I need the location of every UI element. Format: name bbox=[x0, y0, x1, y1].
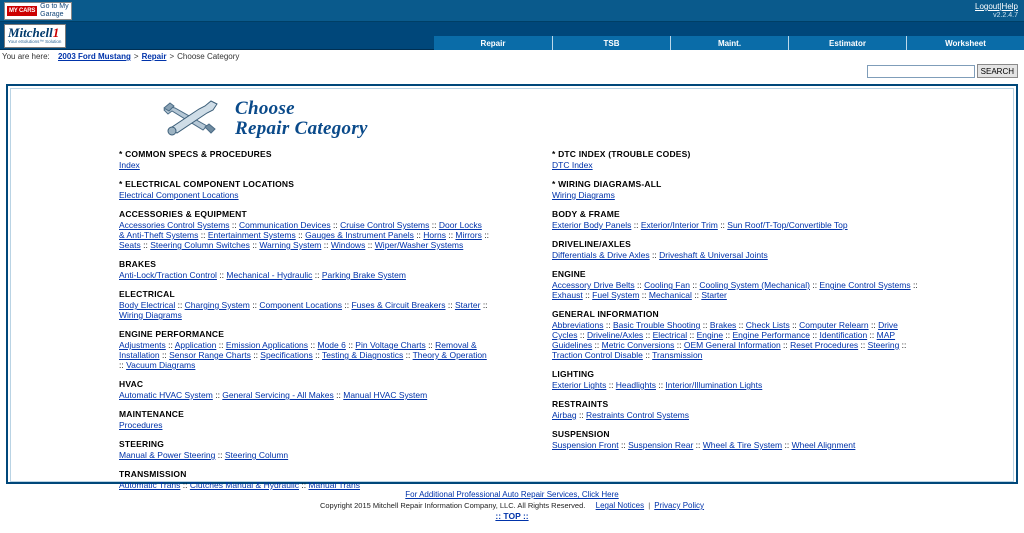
mitchell1-logo[interactable] bbox=[4, 24, 66, 48]
category-link[interactable]: Starter bbox=[454, 300, 481, 310]
category-link[interactable]: Removal & Installation bbox=[119, 340, 477, 360]
category-group bbox=[119, 439, 512, 460]
category-link[interactable]: Sun Roof/T-Top/Convertible Top bbox=[727, 220, 848, 230]
link-separator: :: bbox=[867, 330, 877, 340]
category-group bbox=[552, 429, 1013, 450]
category-group-heading: ENGINE bbox=[552, 269, 586, 279]
category-link[interactable]: Manual Trans bbox=[308, 480, 360, 490]
category-link-list bbox=[552, 410, 922, 420]
link-separator: :: bbox=[642, 350, 653, 360]
mitchell1-logo-name bbox=[8, 27, 61, 39]
category-link[interactable]: Windows bbox=[330, 240, 366, 250]
my-cars-logo: MY CARS bbox=[9, 7, 36, 14]
tab-maint[interactable]: Maint. bbox=[670, 36, 788, 50]
category-link-list bbox=[119, 480, 489, 490]
category-link[interactable]: Driveshaft & Universal Joints bbox=[659, 250, 768, 260]
category-link[interactable]: Testing & Diagnostics bbox=[322, 350, 404, 360]
category-link-list bbox=[552, 220, 922, 230]
category-link[interactable]: Fuses & Circuit Breakers bbox=[351, 300, 446, 310]
category-link[interactable]: Restraints Control Systems bbox=[586, 410, 690, 420]
link-separator: :: bbox=[249, 240, 260, 250]
category-link[interactable]: Traction Control Disable bbox=[552, 350, 643, 360]
category-link[interactable]: Steering Column bbox=[224, 450, 289, 460]
link-separator: :: bbox=[250, 350, 261, 360]
category-group bbox=[119, 379, 512, 400]
tab-worksheet[interactable]: Worksheet bbox=[906, 36, 1024, 50]
category-link[interactable]: Clutches Manual & Hydraulic bbox=[189, 480, 300, 490]
main-panel bbox=[6, 84, 1018, 490]
category-link[interactable]: Fuel System bbox=[592, 290, 640, 300]
category-link[interactable]: Engine Performance bbox=[732, 330, 810, 340]
category-link[interactable]: Cruise Control Systems bbox=[340, 220, 430, 230]
category-link[interactable]: Reset Procedures bbox=[790, 340, 859, 350]
brand-tagline: Your eSolutions™ Solution bbox=[8, 39, 62, 44]
link-separator: :: bbox=[198, 230, 208, 240]
category-link[interactable]: Airbag bbox=[552, 410, 577, 420]
category-group bbox=[119, 289, 512, 320]
legal-notices-link[interactable]: Legal Notices bbox=[595, 501, 645, 510]
category-link[interactable]: Specifications bbox=[260, 350, 313, 360]
category-group-heading: RESTRAINTS bbox=[552, 399, 609, 409]
category-group bbox=[552, 399, 1013, 420]
category-link[interactable]: Mode 6 bbox=[317, 340, 346, 350]
breadcrumb bbox=[0, 50, 1024, 64]
link-separator: :: bbox=[119, 360, 127, 370]
my-garage-label-line1: Go to My bbox=[40, 2, 69, 10]
link-separator: :: bbox=[229, 220, 239, 230]
search-button[interactable]: SEARCH bbox=[977, 64, 1018, 78]
my-garage-label bbox=[40, 3, 68, 19]
category-group bbox=[119, 179, 512, 200]
category-group-heading: GENERAL INFORMATION bbox=[552, 309, 659, 319]
link-separator: :: bbox=[736, 320, 746, 330]
category-link[interactable]: Vacuum Diagrams bbox=[126, 360, 196, 370]
tab-tsb[interactable]: TSB bbox=[552, 36, 670, 50]
brand-bar bbox=[0, 22, 1024, 50]
category-link-list bbox=[119, 300, 489, 320]
category-link[interactable]: Steering Column Switches bbox=[150, 240, 250, 250]
category-group bbox=[552, 209, 1013, 230]
link-separator: :: bbox=[216, 340, 226, 350]
category-link[interactable]: Electrical bbox=[652, 330, 688, 340]
category-link-list bbox=[119, 270, 489, 280]
category-link[interactable]: Mechanical - Hydraulic bbox=[226, 270, 313, 280]
category-link[interactable]: Pin Voltage Charts bbox=[355, 340, 426, 350]
page-title-line1: Choose bbox=[235, 98, 295, 119]
link-separator: :: bbox=[655, 380, 666, 390]
category-link[interactable]: Cooling Fan bbox=[644, 280, 690, 290]
logout-link[interactable]: Logout bbox=[975, 2, 1000, 11]
category-link[interactable]: Driveline/Axles bbox=[586, 330, 644, 340]
search-input[interactable] bbox=[867, 65, 975, 78]
breadcrumb-repair[interactable]: Repair bbox=[141, 52, 167, 61]
link-separator: :: bbox=[429, 220, 439, 230]
category-group-heading: TRANSMISSION bbox=[119, 469, 187, 479]
category-link-list bbox=[119, 190, 489, 200]
link-separator: :: bbox=[723, 330, 733, 340]
category-link[interactable]: Entertainment Systems bbox=[207, 230, 296, 240]
category-link[interactable]: DTC Index bbox=[552, 160, 593, 170]
category-group-heading: * COMMON SPECS & PROCEDURES bbox=[119, 149, 272, 159]
link-separator: :: bbox=[810, 330, 820, 340]
link-separator: :: bbox=[899, 340, 907, 350]
main-nav-tabs bbox=[434, 22, 1024, 50]
breadcrumb-current: Choose Category bbox=[177, 52, 240, 61]
link-separator: :: bbox=[592, 340, 602, 350]
category-link[interactable]: Automatic HVAC System bbox=[119, 390, 213, 400]
link-separator: :: bbox=[312, 350, 323, 360]
link-separator: :: bbox=[165, 340, 175, 350]
category-group-heading: SUSPENSION bbox=[552, 429, 610, 439]
link-separator: :: bbox=[643, 330, 653, 340]
breadcrumb-separator-2: > bbox=[169, 52, 175, 61]
link-separator: :: bbox=[342, 300, 352, 310]
category-link[interactable]: Communication Devices bbox=[239, 220, 331, 230]
category-link[interactable]: Procedures bbox=[119, 420, 163, 430]
top-bar bbox=[0, 0, 1024, 22]
link-separator: :: bbox=[180, 480, 190, 490]
category-group bbox=[119, 209, 512, 250]
category-link-list bbox=[119, 450, 489, 460]
tab-repair[interactable]: Repair bbox=[434, 36, 552, 50]
link-separator: :: bbox=[299, 480, 309, 490]
link-separator: :: bbox=[321, 240, 331, 250]
page-title-line2: Repair Category bbox=[235, 118, 368, 139]
category-link[interactable]: General Servicing - All Makes bbox=[222, 390, 334, 400]
link-separator: :: bbox=[212, 390, 223, 400]
link-separator: :: bbox=[639, 290, 649, 300]
link-separator: :: bbox=[330, 220, 341, 230]
category-link[interactable]: Computer Relearn bbox=[799, 320, 869, 330]
search-box bbox=[867, 64, 1018, 78]
right-category-column bbox=[512, 149, 1013, 499]
category-link[interactable]: MAP Guidelines bbox=[552, 330, 896, 350]
category-group bbox=[119, 409, 512, 430]
category-link[interactable]: Transmission bbox=[652, 350, 703, 360]
pro-services-link[interactable]: For Additional Professional Auto Repair Services, Click Here bbox=[405, 490, 619, 499]
left-category-column bbox=[11, 149, 512, 499]
category-link[interactable]: Parking Brake System bbox=[321, 270, 406, 280]
category-link[interactable]: Drive Cycles bbox=[552, 320, 898, 340]
category-link[interactable]: Brakes bbox=[709, 320, 737, 330]
category-link[interactable]: Check Lists bbox=[745, 320, 790, 330]
category-group-heading: STEERING bbox=[119, 439, 165, 449]
category-group-heading: * DTC INDEX (TROUBLE CODES) bbox=[552, 149, 691, 159]
category-group-heading: MAINTENANCE bbox=[119, 409, 185, 419]
brand-name-text: Mitchell bbox=[8, 25, 53, 40]
page-title bbox=[235, 99, 368, 139]
category-group bbox=[552, 309, 1013, 360]
category-group-heading: ELECTRICAL bbox=[119, 289, 175, 299]
category-link[interactable]: Index bbox=[119, 160, 140, 170]
help-link[interactable]: Help bbox=[1001, 2, 1018, 11]
category-link[interactable]: Application bbox=[174, 340, 217, 350]
category-link[interactable]: Adjustments bbox=[119, 340, 166, 350]
category-link[interactable]: Suspension Front bbox=[552, 440, 619, 450]
category-group bbox=[119, 259, 512, 280]
link-separator: :: bbox=[308, 340, 318, 350]
breadcrumb-prefix: You are here: bbox=[2, 52, 50, 61]
category-link[interactable]: Manual & Power Steering bbox=[119, 450, 216, 460]
category-link-list bbox=[552, 280, 922, 300]
category-group-heading: DRIVELINE/AXLES bbox=[552, 239, 632, 249]
link-separator: :: bbox=[577, 330, 587, 340]
link-separator: :: bbox=[809, 280, 820, 290]
category-link-list bbox=[119, 390, 489, 400]
category-link[interactable]: Wheel Alignment bbox=[791, 440, 856, 450]
category-group bbox=[552, 179, 1013, 200]
link-divider: | bbox=[999, 2, 1002, 11]
category-link[interactable]: Wheel & Tire System bbox=[702, 440, 783, 450]
category-link[interactable]: Warning System bbox=[259, 240, 322, 250]
category-link[interactable]: Wiring Diagrams bbox=[552, 190, 615, 200]
link-separator: :: bbox=[159, 350, 170, 360]
category-link[interactable]: Suspension Rear bbox=[628, 440, 694, 450]
link-separator: :: bbox=[312, 270, 322, 280]
category-group bbox=[552, 369, 1013, 390]
category-link[interactable]: Wiring Diagrams bbox=[119, 310, 182, 320]
category-link[interactable]: Door Locks & Anti-Theft Systems bbox=[119, 220, 482, 240]
category-group-heading: * WIRING DIAGRAMS-ALL bbox=[552, 179, 662, 189]
link-separator: :: bbox=[868, 320, 879, 330]
category-link[interactable]: Gauges & Instrument Panels bbox=[305, 230, 414, 240]
link-separator: :: bbox=[691, 290, 702, 300]
category-link[interactable]: Accessory Drive Belts bbox=[552, 280, 635, 290]
search-row bbox=[0, 64, 1024, 82]
link-separator: :: bbox=[480, 300, 488, 310]
link-separator: :: bbox=[333, 390, 344, 400]
link-separator: :: bbox=[649, 250, 660, 260]
link-separator: :: bbox=[249, 300, 260, 310]
link-separator: :: bbox=[618, 440, 629, 450]
category-link-list bbox=[552, 160, 922, 170]
link-separator: :: bbox=[140, 240, 151, 250]
category-link-list bbox=[119, 220, 489, 250]
brand-name-number: 1 bbox=[52, 25, 60, 40]
category-link[interactable]: Steering bbox=[867, 340, 900, 350]
category-link-list bbox=[552, 380, 922, 390]
link-separator: :: bbox=[425, 340, 436, 350]
my-garage-button[interactable] bbox=[4, 2, 72, 20]
link-separator: :: bbox=[780, 340, 791, 350]
link-separator: :: bbox=[365, 240, 375, 250]
category-link[interactable]: Electrical Component Locations bbox=[119, 190, 239, 200]
link-separator: :: bbox=[345, 340, 356, 350]
link-separator: :: bbox=[175, 300, 185, 310]
category-link[interactable]: Accessories Control Systems bbox=[119, 220, 230, 230]
category-link[interactable]: Automatic Trans bbox=[119, 480, 181, 490]
link-separator: :: bbox=[413, 230, 424, 240]
link-separator: :: bbox=[603, 320, 613, 330]
top-right-links bbox=[975, 2, 1018, 20]
category-link-list bbox=[552, 250, 922, 260]
link-separator: :: bbox=[687, 330, 697, 340]
category-link[interactable]: Component Locations bbox=[259, 300, 343, 310]
link-separator: :: bbox=[693, 440, 703, 450]
category-link[interactable]: Starter bbox=[701, 290, 727, 300]
category-link-list bbox=[552, 440, 922, 450]
category-group bbox=[552, 149, 1013, 170]
category-link[interactable]: Cooling System (Mechanical) bbox=[699, 280, 810, 290]
category-link[interactable]: Exterior Body Panels bbox=[552, 220, 632, 230]
category-link-list bbox=[119, 340, 489, 370]
copyright-label: Copyright 2015 Mitchell Repair Information Company, LLC. All Rights Reserved. bbox=[319, 501, 586, 510]
category-link[interactable]: Anti-Lock/Traction Control bbox=[119, 270, 217, 280]
link-separator: :: bbox=[910, 280, 918, 290]
category-group-heading: ACCESSORIES & EQUIPMENT bbox=[119, 209, 247, 219]
category-link[interactable]: Basic Trouble Shooting bbox=[612, 320, 701, 330]
category-link[interactable]: Engine Control Systems bbox=[819, 280, 911, 290]
category-link[interactable]: Interior/Illumination Lights bbox=[665, 380, 763, 390]
category-link[interactable]: Theory & Operation bbox=[412, 350, 487, 360]
category-group bbox=[552, 239, 1013, 260]
category-link[interactable]: Charging System bbox=[184, 300, 250, 310]
category-link[interactable]: Metric Conversions bbox=[601, 340, 675, 350]
privacy-policy-link[interactable]: Privacy Policy bbox=[654, 501, 705, 510]
link-separator: :: bbox=[582, 290, 593, 300]
link-separator: :: bbox=[216, 270, 227, 280]
category-columns bbox=[11, 145, 1013, 499]
link-separator: :: bbox=[782, 440, 792, 450]
link-separator: :: bbox=[403, 350, 413, 360]
category-link[interactable]: Emission Applications bbox=[225, 340, 309, 350]
copyright-text: Copyright 2015 Mitchell Repair Information Company, LLC. All Rights Reserved. Legal Notices | Privacy Policy bbox=[319, 501, 705, 510]
category-link[interactable]: Differentials & Drive Axles bbox=[552, 250, 650, 260]
my-garage-label-line2: Garage bbox=[40, 10, 64, 18]
link-separator: :: bbox=[689, 280, 700, 290]
category-group-heading: BRAKES bbox=[119, 259, 157, 269]
category-link[interactable]: Mechanical bbox=[648, 290, 692, 300]
category-link[interactable]: Exhaust bbox=[552, 290, 583, 300]
category-link[interactable]: Body Electrical bbox=[119, 300, 176, 310]
link-separator: :: bbox=[215, 450, 225, 460]
version-label: v2.2.4.7 bbox=[993, 12, 1018, 19]
category-link[interactable]: Horns bbox=[423, 230, 446, 240]
category-group bbox=[119, 149, 512, 170]
category-group-heading: BODY & FRAME bbox=[552, 209, 620, 219]
link-separator: :: bbox=[606, 380, 616, 390]
category-link[interactable]: Seats bbox=[119, 240, 141, 250]
category-link[interactable]: Manual HVAC System bbox=[343, 390, 428, 400]
link-separator: :: bbox=[634, 280, 645, 290]
category-link-list bbox=[552, 320, 922, 360]
category-link[interactable]: Exterior/Interior Trim bbox=[640, 220, 718, 230]
category-group bbox=[552, 269, 1013, 300]
category-link-list bbox=[552, 190, 922, 200]
category-link-list bbox=[119, 160, 489, 170]
link-separator: :: bbox=[717, 220, 728, 230]
category-link[interactable]: Sensor Range Charts bbox=[169, 350, 251, 360]
link-separator: :: bbox=[481, 230, 489, 240]
breadcrumb-vehicle[interactable]: 2003 Ford Mustang bbox=[57, 52, 131, 61]
link-separator: :: bbox=[576, 410, 587, 420]
page-title-block bbox=[11, 89, 1013, 145]
category-link-list bbox=[119, 420, 489, 430]
category-group bbox=[119, 469, 512, 490]
link-separator: :: bbox=[445, 230, 456, 240]
category-group-heading: LIGHTING bbox=[552, 369, 595, 379]
category-link[interactable]: OEM General Information bbox=[683, 340, 781, 350]
category-link[interactable]: Mirrors bbox=[455, 230, 482, 240]
link-separator: :: bbox=[674, 340, 684, 350]
category-link[interactable]: Engine bbox=[696, 330, 724, 340]
link-separator: :: bbox=[631, 220, 641, 230]
category-link[interactable]: Identification bbox=[819, 330, 868, 340]
category-group-heading: HVAC bbox=[119, 379, 144, 389]
link-separator: :: bbox=[789, 320, 800, 330]
main-panel-inner bbox=[10, 88, 1014, 490]
link-separator: :: bbox=[445, 300, 455, 310]
category-group-heading: ENGINE PERFORMANCE bbox=[119, 329, 225, 339]
category-link[interactable]: Abbreviations bbox=[552, 320, 604, 330]
link-separator: :: bbox=[858, 340, 868, 350]
link-separator: :: bbox=[295, 230, 306, 240]
breadcrumb-separator-1: > bbox=[133, 52, 139, 61]
wrench-screwdriver-icon bbox=[161, 97, 225, 142]
tab-estimator[interactable]: Estimator bbox=[788, 36, 906, 50]
category-link[interactable]: Wiper/Washer Systems bbox=[374, 240, 464, 250]
category-group bbox=[119, 329, 512, 370]
link-separator: :: bbox=[700, 320, 710, 330]
category-group-heading: * ELECTRICAL COMPONENT LOCATIONS bbox=[119, 179, 295, 189]
category-link[interactable]: Headlights bbox=[615, 380, 656, 390]
category-link[interactable]: Exterior Lights bbox=[552, 380, 607, 390]
back-to-top-link[interactable]: :: TOP :: bbox=[495, 511, 529, 521]
